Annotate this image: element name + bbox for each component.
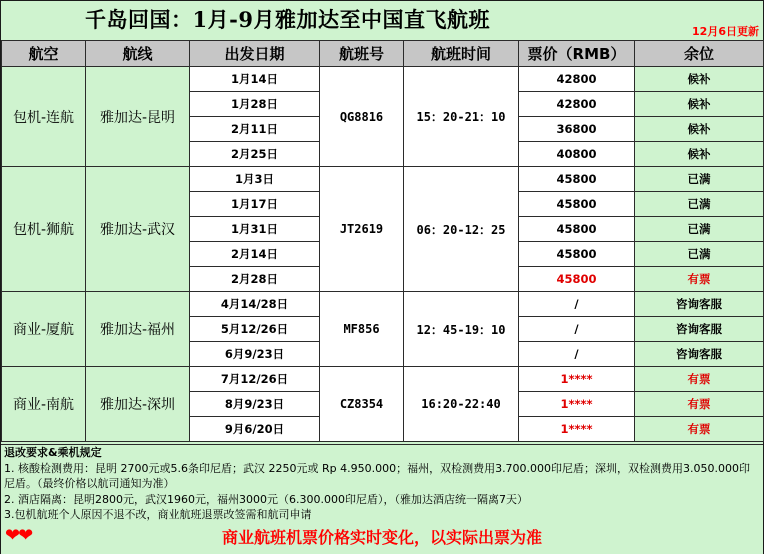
seats-cell: 有票	[635, 267, 764, 292]
date-cell: 8月9/23日	[190, 392, 320, 417]
header-airline: 航空	[2, 41, 86, 67]
airline-cell: 包机-狮航	[2, 167, 86, 292]
seats-cell: 已满	[635, 192, 764, 217]
footer	[1, 525, 763, 552]
date-cell: 9月6/20日	[190, 417, 320, 442]
notes-heading: 退改要求&乘机规定	[4, 446, 102, 459]
airline-cell: 商业-厦航	[2, 292, 86, 367]
price-cell: 45800	[519, 192, 635, 217]
table-row	[2, 292, 764, 317]
date-cell: 1月3日	[190, 167, 320, 192]
table-row	[2, 167, 764, 192]
date-cell: 4月14/28日	[190, 292, 320, 317]
flight-no-cell: MF856	[320, 292, 404, 367]
price-cell: 1****	[519, 367, 635, 392]
airline-cell: 包机-连航	[2, 67, 86, 167]
price-cell: 45800	[519, 167, 635, 192]
seats-cell: 咨询客服	[635, 317, 764, 342]
price-cell: 42800	[519, 92, 635, 117]
date-cell: 5月12/26日	[190, 317, 320, 342]
flight-no-cell: CZ8354	[320, 367, 404, 442]
date-cell: 2月11日	[190, 117, 320, 142]
seats-cell: 有票	[635, 417, 764, 442]
route-cell: 雅加达-武汉	[86, 167, 190, 292]
flight-no-cell: QG8816	[320, 67, 404, 167]
seats-cell: 候补	[635, 142, 764, 167]
seats-cell: 候补	[635, 117, 764, 142]
seats-cell: 咨询客服	[635, 342, 764, 367]
route-cell: 雅加达-深圳	[86, 367, 190, 442]
date-cell: 6月9/23日	[190, 342, 320, 367]
note-line: 3.包机航班个人原因不退不改，商业航班退票改签需和航司申请	[4, 508, 312, 521]
footer-slogan: 商业航班机票价格实时变化，以实际出票为准	[222, 528, 543, 547]
seats-cell: 已满	[635, 217, 764, 242]
time-cell: 15：20-21：10	[404, 67, 519, 167]
seats-cell: 候补	[635, 92, 764, 117]
date-cell: 1月31日	[190, 217, 320, 242]
route-cell: 雅加达-福州	[86, 292, 190, 367]
seats-cell: 候补	[635, 67, 764, 92]
date-cell: 7月12/26日	[190, 367, 320, 392]
note-line: 1. 核酸检测费用：昆明 2700元或5.6条印尼盾；武汉 2250元或 Rp 4.950.000；福州，双检测费用3.700.000印尼盾；深圳，双检测费用3.050.000印尼盾。（最终价格以航司通知为准）	[4, 461, 751, 490]
flight-table	[1, 40, 764, 442]
route-cell: 雅加达-昆明	[86, 67, 190, 167]
airline-cell: 商业-南航	[2, 367, 86, 442]
seats-cell: 已满	[635, 242, 764, 267]
date-cell: 2月14日	[190, 242, 320, 267]
date-cell: 1月14日	[190, 67, 320, 92]
date-cell: 2月25日	[190, 142, 320, 167]
header-date: 出发日期	[190, 41, 320, 67]
seats-cell: 有票	[635, 392, 764, 417]
seats-cell: 已满	[635, 167, 764, 192]
price-cell: 40800	[519, 142, 635, 167]
header-price: 票价（RMB）	[519, 41, 635, 67]
update-note: 12月6日更新	[692, 25, 759, 38]
time-cell: 12：45-19：10	[404, 292, 519, 367]
price-cell: 1****	[519, 392, 635, 417]
header-route: 航线	[86, 41, 190, 67]
table-body	[2, 67, 764, 442]
price-cell: 1****	[519, 417, 635, 442]
seats-cell: 咨询客服	[635, 292, 764, 317]
time-cell: 16:20-22:40	[404, 367, 519, 442]
header-time: 航班时间	[404, 41, 519, 67]
heart-icon: ❤❤	[5, 525, 32, 546]
header-seats: 余位	[635, 41, 764, 67]
price-cell: 36800	[519, 117, 635, 142]
title-bar	[1, 1, 763, 40]
table-row	[2, 67, 764, 92]
price-cell: 42800	[519, 67, 635, 92]
price-cell: /	[519, 342, 635, 367]
notes-section	[1, 444, 763, 554]
price-cell: /	[519, 317, 635, 342]
header-flight-no: 航班号	[320, 41, 404, 67]
table-header-row	[2, 41, 764, 67]
page-title: 千岛回国：1月-9月雅加达至中国直飞航班	[85, 7, 490, 32]
price-cell: 45800	[519, 242, 635, 267]
price-cell: 45800	[519, 267, 635, 292]
date-cell: 1月17日	[190, 192, 320, 217]
price-cell: /	[519, 292, 635, 317]
date-cell: 2月28日	[190, 267, 320, 292]
date-cell: 1月28日	[190, 92, 320, 117]
note-line: 2. 酒店隔离：昆明2800元，武汉1960元，福州3000元（6.300.000印尼盾），（雅加达酒店统一隔离7天）	[4, 492, 528, 506]
table-row	[2, 367, 764, 392]
flight-no-cell: JT2619	[320, 167, 404, 292]
price-cell: 45800	[519, 217, 635, 242]
time-cell: 06：20-12：25	[404, 167, 519, 292]
seats-cell: 有票	[635, 367, 764, 392]
